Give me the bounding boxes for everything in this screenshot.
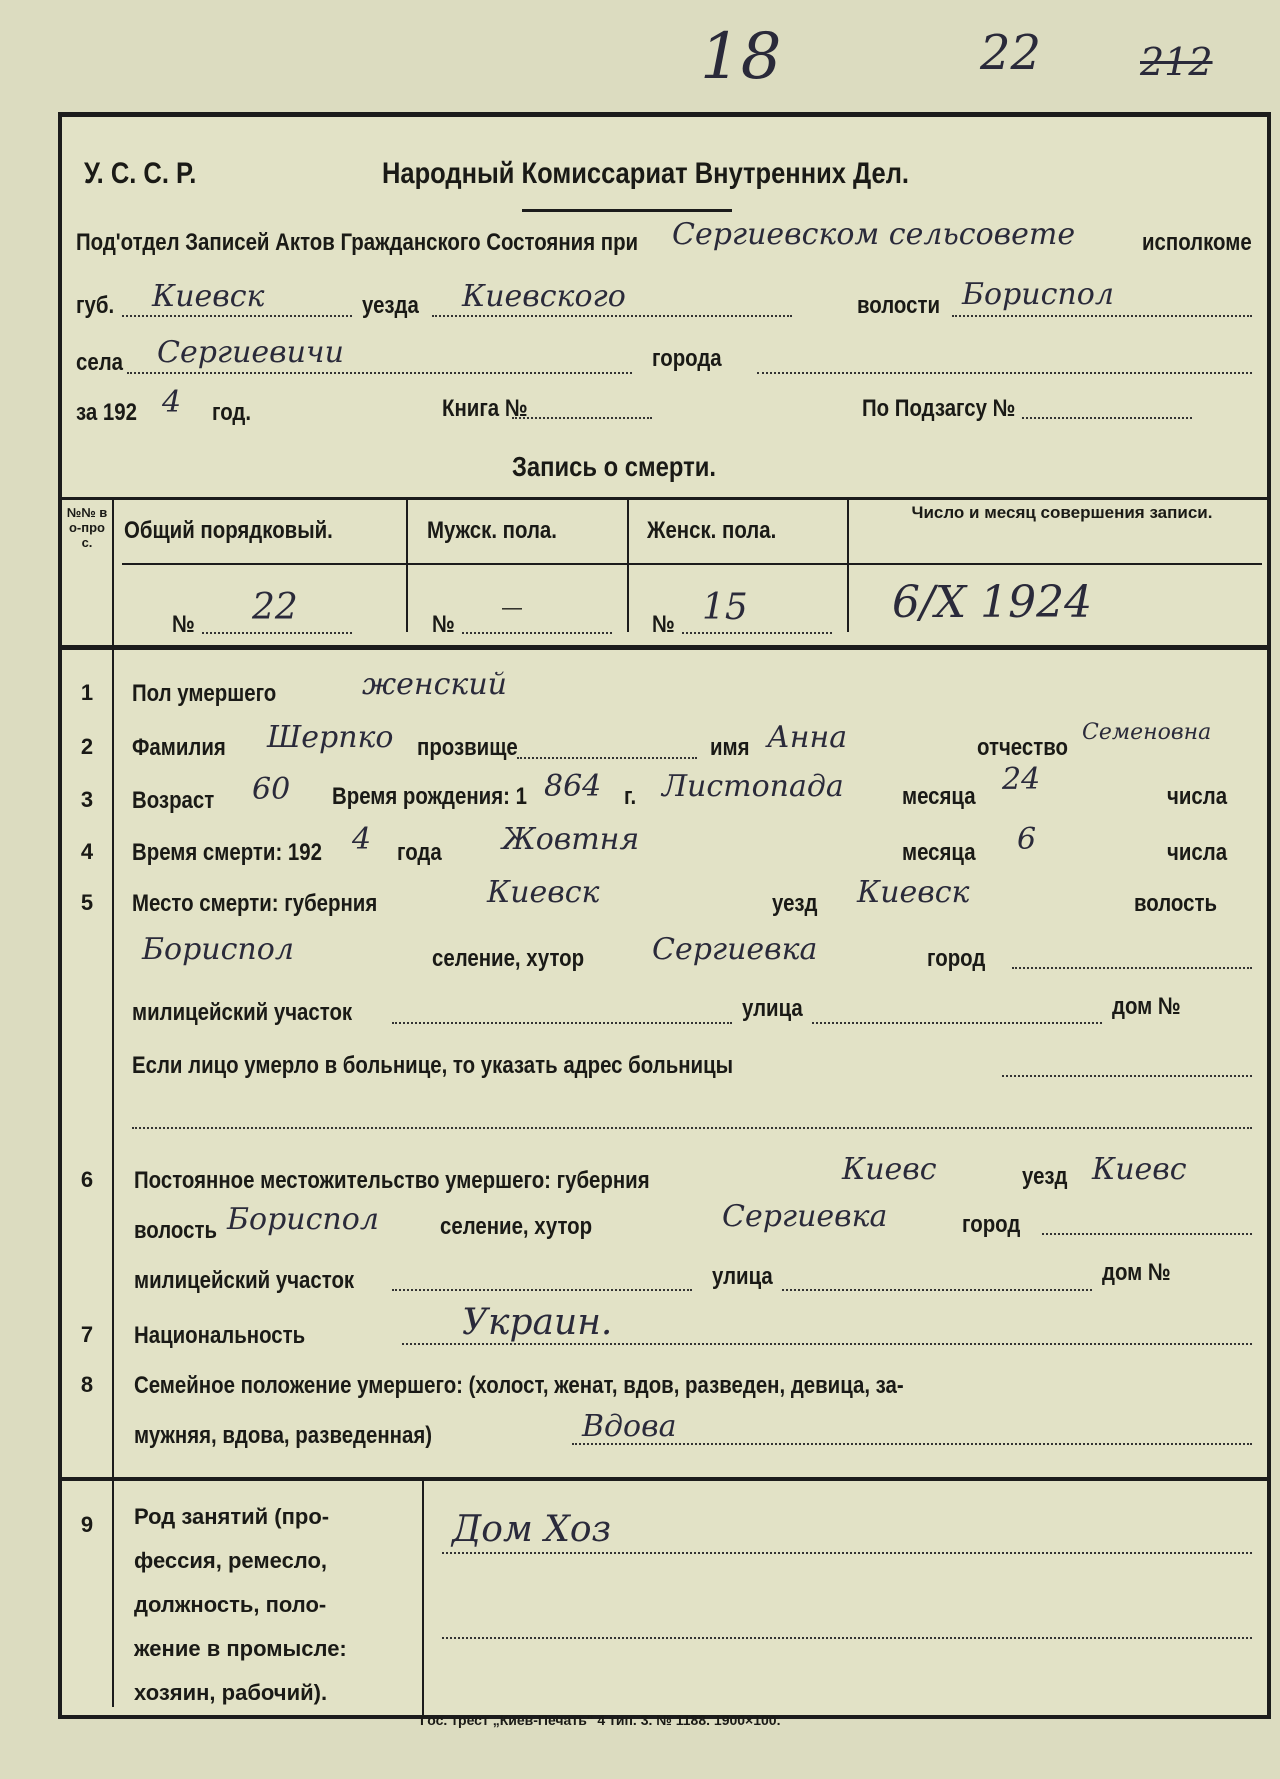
name-value: Анна bbox=[767, 720, 848, 755]
month-label: месяца bbox=[902, 783, 976, 810]
question-number-header: №№ во-прос. bbox=[66, 505, 108, 550]
occupation-label-line: фессия, ремесло, bbox=[134, 1548, 328, 1573]
residence-uezd: Киевс bbox=[1092, 1152, 1187, 1187]
gorod-line bbox=[1012, 967, 1252, 969]
female-line bbox=[682, 632, 832, 634]
gub-value: Киевск bbox=[152, 279, 265, 314]
volost-value: Бориспол bbox=[962, 277, 1114, 312]
subdept-label: Под'отдел Записей Актов Гражданского Состояния при bbox=[76, 229, 639, 256]
occupation-label-line: хозяин, рабочий). bbox=[134, 1680, 328, 1705]
male-line bbox=[462, 632, 612, 634]
birth-year: 864 bbox=[544, 769, 602, 804]
total-line bbox=[202, 632, 352, 634]
subdept-suffix: исполкоме bbox=[1142, 229, 1252, 256]
gorod-label: города bbox=[652, 345, 722, 372]
selo-line bbox=[127, 372, 632, 374]
hospital-line-2 bbox=[132, 1127, 1252, 1129]
form-title: Запись о смерти. bbox=[512, 451, 716, 482]
nickname-label: прозвище bbox=[417, 734, 518, 761]
uezd-line bbox=[432, 315, 792, 317]
death-record-form bbox=[58, 112, 1271, 1719]
death-selo: Сергиевка bbox=[652, 932, 818, 967]
occupation-label bbox=[134, 1495, 347, 1715]
subdept-value: Сергиевском сельсовете bbox=[672, 217, 1076, 252]
q-number: 2 bbox=[80, 734, 94, 759]
militia-line bbox=[392, 1289, 692, 1291]
year-label: за 192 bbox=[76, 399, 137, 426]
selo-label: селение, хутор bbox=[432, 945, 585, 972]
q-number: 6 bbox=[80, 1167, 94, 1192]
gub-label: губ. bbox=[76, 292, 115, 319]
surname-value: Шерпко bbox=[267, 720, 394, 755]
ussr-label: У. С. С. Р. bbox=[84, 157, 197, 190]
house-label: дом № bbox=[1102, 1259, 1171, 1286]
death-uezd: Киевск bbox=[857, 875, 970, 910]
volost-line bbox=[952, 315, 1252, 317]
occupation-line bbox=[442, 1552, 1252, 1554]
day-label: числа bbox=[1167, 783, 1228, 810]
gorod-line bbox=[757, 372, 1252, 374]
no-label: № bbox=[432, 611, 455, 638]
birth-month: Листопада bbox=[662, 769, 844, 804]
birth-day: 24 bbox=[1002, 762, 1041, 797]
volost-label: волость bbox=[1134, 890, 1217, 917]
gorod-label: город bbox=[927, 945, 986, 972]
col-total: Общий порядковый. bbox=[124, 517, 333, 544]
row-divider bbox=[62, 1477, 1267, 1481]
residence-volost: Бориспол bbox=[227, 1202, 379, 1237]
age-value: 60 bbox=[252, 772, 291, 807]
street-label: улица bbox=[742, 995, 803, 1022]
occupation-line bbox=[442, 1637, 1252, 1639]
gorod-line bbox=[1042, 1233, 1252, 1235]
book-label: Книга № bbox=[442, 395, 528, 422]
header-divider bbox=[122, 563, 1262, 565]
death-time-label: Время смерти: 192 bbox=[132, 839, 322, 866]
hospital-label: Если лицо умерло в больнице, то указать адрес больницы bbox=[132, 1052, 734, 1079]
death-month: Жовтня bbox=[502, 822, 640, 857]
page-number-annotation: 22 bbox=[980, 25, 1042, 81]
hospital-line bbox=[1002, 1075, 1252, 1077]
year-value: 4 bbox=[162, 385, 182, 420]
occupation-divider bbox=[422, 1479, 424, 1715]
no-label: № bbox=[172, 611, 195, 638]
gorod-label: город bbox=[962, 1211, 1021, 1238]
table-border bbox=[62, 497, 1267, 500]
day-label: числа bbox=[1167, 839, 1228, 866]
nickname-line bbox=[517, 757, 697, 759]
sex-value: женский bbox=[362, 667, 507, 702]
uezd-value: Киевского bbox=[462, 279, 626, 314]
marital-label-2: мужняя, вдова, разведенная) bbox=[134, 1422, 433, 1449]
table-bottom-border bbox=[62, 645, 1267, 650]
podzags-line bbox=[1022, 417, 1192, 419]
uezd-label: уезда bbox=[362, 292, 419, 319]
patronymic-value: Семеновна bbox=[1082, 720, 1212, 745]
total-number: 22 bbox=[252, 587, 298, 628]
selo-label: селение, хутор bbox=[440, 1213, 593, 1240]
occupation-label-line: должность, поло- bbox=[134, 1592, 327, 1617]
book-line bbox=[512, 417, 652, 419]
occupation-value: Дом Хоз bbox=[452, 1509, 612, 1550]
divider bbox=[522, 209, 732, 212]
uezd-label: уезд bbox=[1022, 1163, 1068, 1190]
nationality-line bbox=[402, 1343, 1252, 1345]
sex-label: Пол умершего bbox=[132, 680, 277, 707]
occupation-label-line: Род занятий (про- bbox=[134, 1504, 330, 1529]
death-volost: Бориспол bbox=[142, 932, 294, 967]
residence-gub: Киевс bbox=[842, 1152, 937, 1187]
commissariat-title: Народный Комиссариат Внутренних Дел. bbox=[382, 157, 909, 190]
selo-value: Сергиевичи bbox=[157, 335, 344, 370]
death-place-label: Место смерти: губерния bbox=[132, 890, 378, 917]
year-suffix: год. bbox=[212, 399, 252, 426]
podzags-label: По Подзагсу № bbox=[862, 395, 1016, 422]
militia-label: милицейский участок bbox=[134, 1267, 355, 1294]
q-number: 5 bbox=[80, 890, 94, 915]
volost-label: волости bbox=[857, 292, 940, 319]
death-gub: Киевск bbox=[487, 875, 600, 910]
nationality-label: Национальность bbox=[134, 1322, 306, 1349]
q-number: 8 bbox=[80, 1372, 94, 1397]
col-male: Мужск. пола. bbox=[427, 517, 557, 544]
q-number: 4 bbox=[80, 839, 94, 864]
patronymic-label: отчество bbox=[977, 734, 1068, 761]
col-female: Женск. пола. bbox=[647, 517, 777, 544]
street-line bbox=[782, 1289, 1092, 1291]
q-number: 7 bbox=[80, 1322, 94, 1347]
marital-label: Семейное положение умершего: (холост, женат, вдов, разведен, девица, за- bbox=[134, 1372, 904, 1399]
uezd-label: уезд bbox=[772, 890, 818, 917]
col-date: Число и месяц совершения записи. bbox=[911, 503, 1213, 522]
no-label: № bbox=[652, 611, 675, 638]
militia-label: милицейский участок bbox=[132, 999, 353, 1026]
year-suffix: г. bbox=[624, 783, 637, 810]
year-label: года bbox=[397, 839, 442, 866]
question-column-border bbox=[112, 497, 114, 1707]
male-number: — bbox=[502, 597, 522, 619]
militia-line bbox=[392, 1022, 732, 1024]
name-label: имя bbox=[710, 734, 750, 761]
residence-selo: Сергиевка bbox=[722, 1199, 888, 1234]
gub-line bbox=[122, 315, 352, 317]
occupation-label-line: жение в промысле: bbox=[134, 1636, 347, 1661]
q-number: 3 bbox=[80, 787, 94, 812]
birth-label: Время рождения: 1 bbox=[332, 783, 527, 810]
month-label: месяца bbox=[902, 839, 976, 866]
residence-label: Постоянное местожительство умершего: губерния bbox=[134, 1167, 650, 1194]
death-year: 4 bbox=[352, 822, 372, 857]
printer-imprint: Гос. трест „Киев-Печать" 4 тип. 3. № 1188. 1900×100. bbox=[420, 1712, 781, 1728]
street-label: улица bbox=[712, 1263, 773, 1290]
death-day: 6 bbox=[1017, 822, 1037, 857]
female-number: 15 bbox=[702, 587, 748, 628]
age-label: Возраст bbox=[132, 787, 215, 814]
volost-label: волость bbox=[134, 1217, 217, 1244]
q-number: 9 bbox=[80, 1512, 94, 1537]
old-page-number-annotation: 212 bbox=[1140, 40, 1213, 84]
selo-label: села bbox=[76, 349, 124, 376]
q-number: 1 bbox=[80, 680, 94, 705]
house-label: дом № bbox=[1112, 993, 1181, 1020]
nationality-value: Украин. bbox=[462, 1302, 613, 1343]
archive-number-annotation: 18 bbox=[700, 20, 782, 94]
surname-label: Фамилия bbox=[132, 734, 226, 761]
street-line bbox=[812, 1022, 1102, 1024]
record-date: 6/X 1924 bbox=[892, 577, 1093, 628]
marital-value: Вдова bbox=[582, 1409, 677, 1444]
